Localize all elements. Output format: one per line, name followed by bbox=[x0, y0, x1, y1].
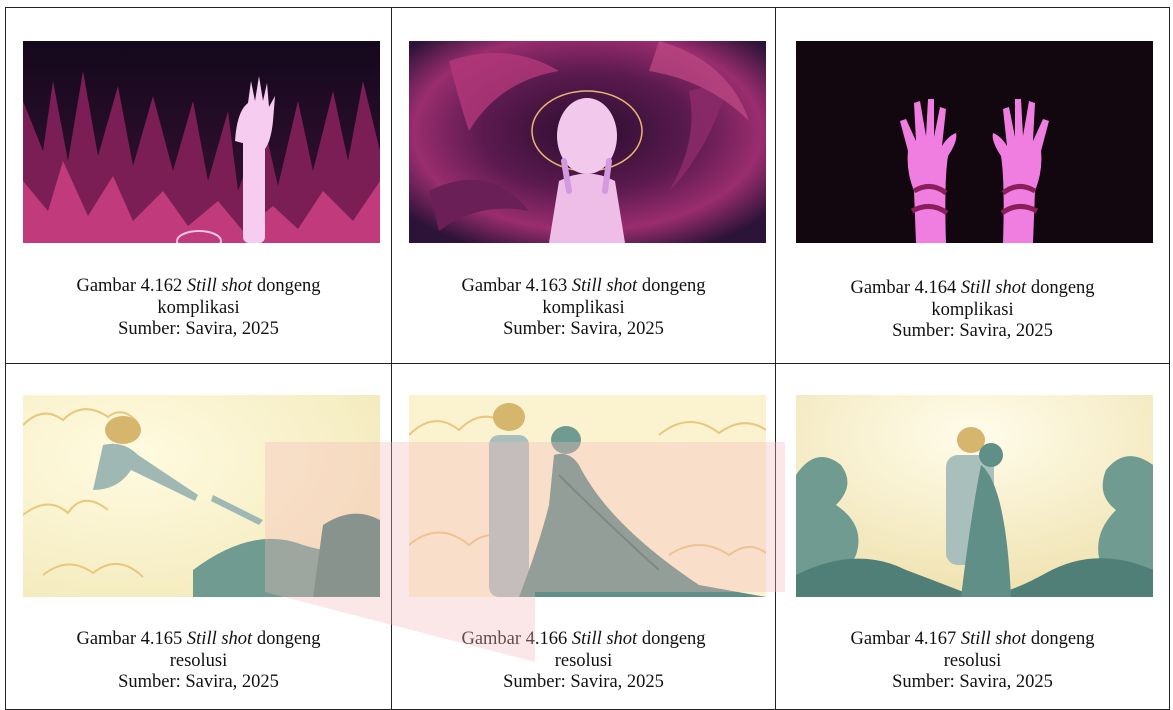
figure-caption: Gambar 4.167 Still shot dongeng resolusi Sumber: Savira, 2025 bbox=[850, 629, 1095, 692]
figure-caption: Gambar 4.162 Still shot dongeng komplikasi Sumber: Savira, 2025 bbox=[76, 276, 321, 339]
figure-caption: Gambar 4.165 Still shot dongeng resolusi Sumber: Savira, 2025 bbox=[76, 629, 321, 692]
figure-caption: Gambar 4.163 Still shot dongeng komplikasi Sumber: Savira, 2025 bbox=[461, 276, 706, 339]
still-shot-image bbox=[409, 41, 766, 243]
figure-caption: Gambar 4.166 Still shot dongeng resolusi Sumber: Savira, 2025 bbox=[461, 629, 706, 692]
figure-cell bbox=[392, 364, 776, 710]
table-row bbox=[6, 8, 1170, 364]
figure-cell bbox=[6, 8, 392, 364]
still-shot-image bbox=[23, 41, 380, 243]
figure-cell bbox=[392, 8, 776, 364]
figure-cell bbox=[776, 364, 1170, 710]
table-row bbox=[6, 364, 1170, 710]
still-shot-image bbox=[409, 395, 766, 597]
figure-caption: Gambar 4.164 Still shot dongeng komplikasi Sumber: Savira, 2025 bbox=[850, 278, 1095, 341]
figure-grid bbox=[5, 7, 1168, 707]
figure-table bbox=[5, 7, 1170, 710]
figure-cell bbox=[776, 8, 1170, 364]
still-shot-image bbox=[796, 395, 1153, 597]
still-shot-image bbox=[23, 395, 380, 597]
still-shot-image bbox=[796, 41, 1153, 243]
figure-cell bbox=[6, 364, 392, 710]
